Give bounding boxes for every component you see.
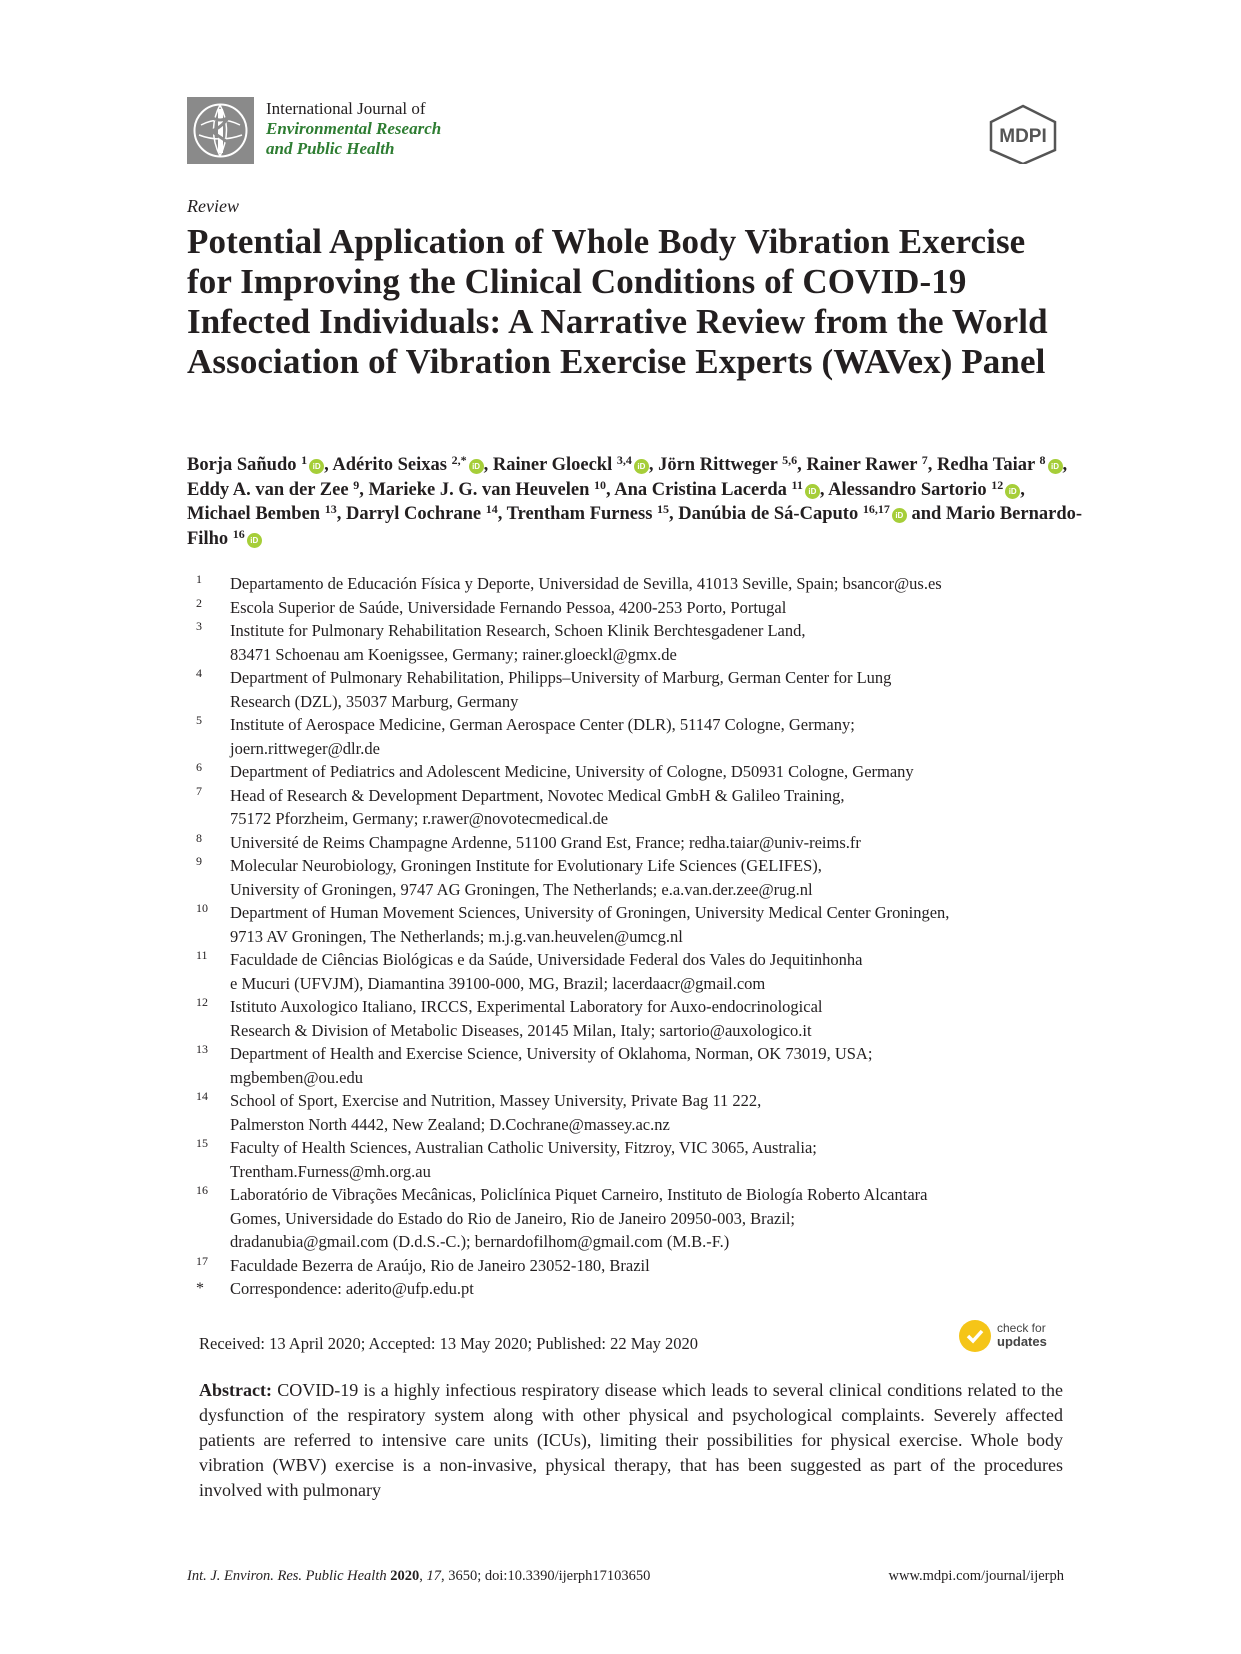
author-affiliation-sup: 5,6 xyxy=(782,453,798,467)
journal-logo-icon xyxy=(187,97,254,164)
affiliation-item xyxy=(196,784,1076,831)
author xyxy=(346,504,502,524)
author-name: Ana Cristina Lacerda xyxy=(614,479,787,500)
affiliation-number: 5 xyxy=(196,713,202,727)
affiliation-item xyxy=(196,1183,1076,1254)
affiliation-number: 9 xyxy=(196,854,202,868)
abstract-text: COVID-19 is a highly infectious respiratory disease which leads to several clinical conditions related to the dysfunction of the respiratory system along with other physical and psychological complaints. Severely affected patients are referred to intensive care units (ICUs), limiting their possibilities for physical exercise. Whole body vibration (WBV) exercise is a non-invasive, physical therapy, that has been suggested as part of the procedures involved with pulmonary xyxy=(199,1380,1064,1500)
author-name: Michael Bemben xyxy=(187,504,321,524)
author-separator: , xyxy=(797,455,802,475)
affiliation-item xyxy=(196,948,1076,995)
orcid-icon[interactable]: iD xyxy=(892,508,907,523)
journal-name-line1: International Journal of xyxy=(266,99,426,118)
affiliation-item xyxy=(196,854,1076,901)
author-name: Jörn Rittweger xyxy=(658,455,778,475)
affiliation-number: 8 xyxy=(196,830,202,845)
affiliation-line: School of Sport, Exercise and Nutrition, Massey University, Private Bag 11 222, xyxy=(230,1091,762,1110)
affiliation-line: University of Groningen, 9747 AG Groningen, The Netherlands; e.a.van.der.zee@rug.nl xyxy=(230,879,813,899)
publisher-name: MDPI xyxy=(999,126,1047,147)
affiliation-number: 1 xyxy=(196,572,202,586)
article-type: Review xyxy=(187,196,239,216)
affiliation-line: 83471 Schoenau am Koenigssee, Germany; rainer.gloeckl@gmx.de xyxy=(230,644,677,664)
orcid-icon[interactable]: iD xyxy=(1005,484,1020,499)
footer-doi: , 3650; doi:10.3390/ijerph17103650 xyxy=(440,1568,651,1584)
author-name: Rainer Gloeckl xyxy=(492,455,613,475)
citation-footer: Int. J. Environ. Res. Public Health 2020, 17, 3650; doi:10.3390/ijerph17103650 xyxy=(187,1568,651,1584)
author xyxy=(828,477,1025,500)
author-separator: , xyxy=(606,479,611,500)
author-name: Adérito Seixas xyxy=(332,455,447,475)
abstract-label: Abstract: xyxy=(199,1380,272,1400)
footer-year: 2020 xyxy=(390,1568,420,1584)
affiliation-line: Department of Health and Exercise Science, University of Oklahoma, Norman, OK 73019, USA; xyxy=(230,1044,873,1063)
affiliation-line: Escola Superior de Saúde, Universidade Fernando Pessoa, 4200-253 Porto, Portugal xyxy=(230,597,787,617)
author xyxy=(493,455,654,475)
author-separator: , xyxy=(324,455,329,475)
affiliation-item xyxy=(196,831,1076,855)
affiliation-line: Institute for Pulmonary Rehabilitation Research, Schoen Klinik Berchtesgadener Land, xyxy=(230,621,806,640)
affiliation-item xyxy=(196,1042,1076,1089)
journal-name xyxy=(266,99,441,159)
author-list xyxy=(187,453,1087,551)
author-name: Marieke J. G. van Heuvelen xyxy=(368,479,590,500)
affiliation-item xyxy=(196,666,1076,713)
check-updates-icon xyxy=(959,1320,991,1352)
author-affiliation-sup: 16 xyxy=(232,526,245,541)
affiliation-line: e Mucuri (UFVJM), Diamantina 39100-000, MG, Brazil; lacerdaacr@gmail.com xyxy=(230,973,766,993)
author-separator: , xyxy=(927,455,933,475)
affiliation-line: Department of Human Movement Sciences, University of Groningen, University Medical Center Groningen, xyxy=(230,903,950,922)
affiliation-line: Head of Research & Development Department, Novotec Medical GmbH & Galileo Training, xyxy=(230,785,845,805)
affiliation-line: joern.rittweger@dlr.de xyxy=(230,738,380,758)
author-name: Redha Taiar xyxy=(937,455,1035,475)
affiliation-line: Istituto Auxologico Italiano, IRCCS, Experimental Laboratory for Auxo-endocrinological xyxy=(230,997,823,1016)
journal-url-link[interactable]: www.mdpi.com/journal/ijerph xyxy=(888,1568,1064,1584)
author-affiliation-sup: 11 xyxy=(791,477,803,492)
abstract xyxy=(199,1378,1063,1503)
affiliation-line: Departamento de Educación Física y Deporte, Universidad de Sevilla, 41013 Seville, Spain; bsancor@us.es xyxy=(230,574,942,593)
affiliation-number: 3 xyxy=(196,619,202,633)
affiliation-list xyxy=(196,572,1076,1301)
author-affiliation-sup: 1 xyxy=(301,453,308,467)
affiliation-item xyxy=(196,1089,1076,1136)
author-name: Trentham Furness xyxy=(506,504,653,524)
author-name: Borja Sañudo xyxy=(187,455,297,475)
author-affiliation-sup: 10 xyxy=(594,477,607,492)
author xyxy=(806,455,932,475)
author-separator: , xyxy=(497,504,503,524)
author-separator: , xyxy=(483,455,489,475)
affiliation-number: 12 xyxy=(196,995,208,1009)
author-affiliation-sup: 3,4 xyxy=(616,453,632,467)
affiliation-item xyxy=(196,619,1076,666)
author-separator: , xyxy=(1020,479,1025,500)
author-affiliation-sup: 9 xyxy=(353,477,360,492)
journal-name-line2: Environmental Research xyxy=(266,119,442,138)
affiliation-line: mgbemben@ou.edu xyxy=(230,1067,363,1087)
author-name: Danúbia de Sá-Caputo xyxy=(678,504,859,524)
author-name: Alessandro Sartorio xyxy=(828,479,987,500)
affiliation-line: Research (DZL), 35037 Marburg, Germany xyxy=(230,691,519,711)
affiliation-number: 6 xyxy=(196,760,202,774)
author xyxy=(187,477,364,500)
affiliation-number: 4 xyxy=(196,666,202,680)
author-affiliation-sup: 7 xyxy=(921,453,928,467)
affiliation-line: Gomes, Universidade do Estado do Rio de Janeiro, Rio de Janeiro 20950-003, Brazil; xyxy=(230,1208,796,1228)
affiliation-line: Faculdade de Ciências Biológicas e da Saúde, Universidade Federal dos Vales do Jequitinhonha xyxy=(230,950,863,969)
affiliation-item xyxy=(196,596,1076,620)
affiliation-line: Faculdade Bezerra de Araújo, Rio de Janeiro 23052-180, Brazil xyxy=(230,1255,650,1275)
affiliation-line: Trentham.Furness@mh.org.au xyxy=(230,1161,431,1181)
orcid-icon[interactable]: iD xyxy=(805,484,820,499)
article-title: Potential Application of Whole Body Vibration Exercise for Improving the Clinical Conditions of COVID-19 Infected Individuals: A Narrative Review from the World Association of Vibration Exercise Experts (WAVex) Panel xyxy=(187,222,1048,381)
author-separator: , xyxy=(359,479,364,500)
affiliation-number: 13 xyxy=(196,1042,208,1056)
author xyxy=(678,504,941,524)
author-separator: and xyxy=(906,504,942,524)
affiliation-line: Université de Reims Champagne Ardenne, 51100 Grand Est, France; redha.taiar@univ-reims.fr xyxy=(230,832,861,852)
affiliation-line: dradanubia@gmail.com (D.d.S.-C.); bernardofilhom@gmail.com (M.B.-F.) xyxy=(230,1232,730,1251)
check-updates-line2: updates xyxy=(997,1334,1047,1349)
affiliation-number: 11 xyxy=(196,948,208,962)
author-separator: , xyxy=(1062,455,1068,475)
affiliation-line: Laboratório de Vibrações Mecânicas, Policlínica Piquet Carneiro, Instituto de Biología Roberto Alcantara xyxy=(230,1185,928,1204)
author-affiliation-sup: 2,* xyxy=(451,453,467,467)
author-affiliation-sup: 16,17 xyxy=(862,502,890,516)
affiliation-line: Department of Pulmonary Rehabilitation, Philipps–University of Marburg, German Center for Lung xyxy=(230,668,892,687)
footer-volume: 17 xyxy=(426,1568,441,1584)
affiliation-number: 2 xyxy=(196,595,202,610)
footer-journal: Int. J. Environ. Res. Public Health xyxy=(187,1568,387,1584)
affiliation-item xyxy=(196,713,1076,760)
affiliation-line: Research & Division of Metabolic Diseases, 20145 Milan, Italy; sartorio@auxologico.it xyxy=(230,1020,812,1040)
affiliation-line: Faculty of Health Sciences, Australian Catholic University, Fitzroy, VIC 3065, Australia; xyxy=(230,1138,817,1157)
check-for-updates-button[interactable] xyxy=(959,1320,1069,1356)
orcid-icon[interactable]: iD xyxy=(1048,459,1063,474)
orcid-icon[interactable]: iD xyxy=(469,459,484,474)
affiliation-line: Molecular Neurobiology, Groningen Institute for Evolutionary Life Sciences (GELIFES), xyxy=(230,856,822,875)
affiliation-item xyxy=(196,760,1076,784)
affiliation-number: 16 xyxy=(196,1183,208,1197)
author xyxy=(368,477,611,500)
affiliation-item xyxy=(196,572,1076,596)
affiliation-line: Palmerston North 4442, New Zealand; D.Cochrane@massey.ac.nz xyxy=(230,1114,670,1134)
author xyxy=(187,504,341,524)
author xyxy=(937,455,1067,475)
author-name: Darryl Cochrane xyxy=(345,504,482,524)
affiliation-line: Institute of Aerospace Medicine, German Aerospace Center (DLR), 51147 Cologne, Germany; xyxy=(230,715,855,734)
author xyxy=(614,477,825,500)
affiliation-number: * xyxy=(196,1280,204,1297)
affiliation-number: 7 xyxy=(196,783,202,798)
affiliation-number: 14 xyxy=(196,1089,208,1103)
affiliation-line: 9713 AV Groningen, The Netherlands; m.j.g.van.heuvelen@umcg.nl xyxy=(230,926,683,946)
affiliation-line: 75172 Pforzheim, Germany; r.rawer@novotecmedical.de xyxy=(230,809,609,828)
author-affiliation-sup: 12 xyxy=(991,477,1004,492)
author-affiliation-sup: 13 xyxy=(324,502,337,516)
affiliation-number: 15 xyxy=(196,1136,208,1150)
author-separator: , xyxy=(336,504,342,524)
author xyxy=(332,455,488,475)
affiliation-number: 10 xyxy=(196,901,208,915)
author-affiliation-sup: 15 xyxy=(657,502,670,516)
author xyxy=(507,504,674,524)
author-separator: , xyxy=(669,504,674,524)
author xyxy=(187,455,329,475)
author xyxy=(658,455,802,475)
orcid-icon[interactable]: iD xyxy=(247,533,262,548)
author-separator: , xyxy=(648,455,654,475)
orcid-icon[interactable]: iD xyxy=(634,459,649,474)
affiliation-item xyxy=(196,1136,1076,1183)
affiliation-line: Correspondence: aderito@ufp.edu.pt xyxy=(230,1279,474,1298)
journal-name-line3: and Public Health xyxy=(266,139,395,158)
check-updates-line1: check for xyxy=(997,1321,1046,1335)
orcid-icon[interactable]: iD xyxy=(309,459,324,474)
affiliation-number: 17 xyxy=(196,1253,208,1268)
affiliation-item xyxy=(196,995,1076,1042)
author-name: Eddy A. van der Zee xyxy=(187,479,349,500)
author-name: Rainer Rawer xyxy=(806,455,918,475)
author-name: Mario Bernardo-Filho xyxy=(187,504,1083,549)
author-affiliation-sup: 8 xyxy=(1039,453,1046,467)
affiliation-item xyxy=(196,1254,1076,1278)
affiliation-line: Department of Pediatrics and Adolescent Medicine, University of Cologne, D50931 Cologne, Germany xyxy=(230,762,914,781)
author-affiliation-sup: 14 xyxy=(485,502,498,516)
author-separator: , xyxy=(819,479,825,500)
affiliation-item xyxy=(196,901,1076,948)
publication-dates: Received: 13 April 2020; Accepted: 13 May 2020; Published: 22 May 2020 xyxy=(199,1334,699,1353)
affiliation-item xyxy=(196,1277,1076,1301)
mdpi-logo-icon xyxy=(983,104,1063,164)
